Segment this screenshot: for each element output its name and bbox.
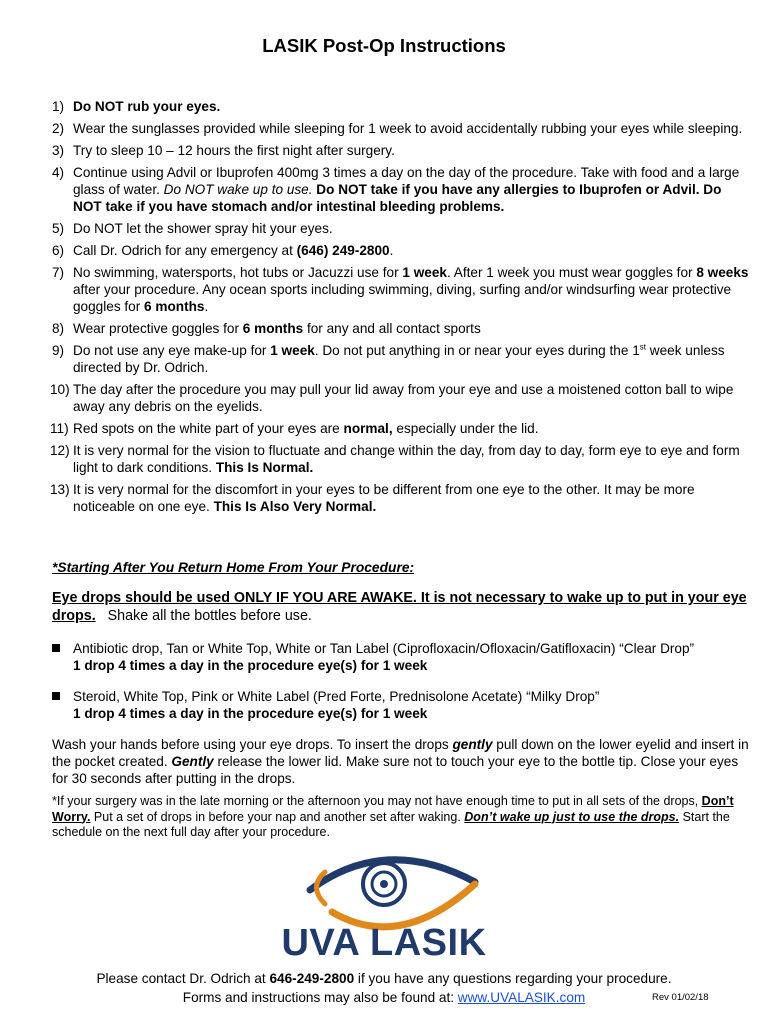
- bullet-square-icon: [52, 692, 60, 700]
- page-title: LASIK Post-Op Instructions: [262, 35, 506, 56]
- drop-dosage: 1 drop 4 times a day in the procedure eye(s) for 1 week: [73, 706, 428, 721]
- wash-instructions: [52, 736, 752, 787]
- item-text: It is very normal for the vision to fluctuate and change within the day, from day to day, form eye to eye and form light to dark conditions.: [73, 443, 740, 475]
- note-emphasis: Don’t wake up just to use the drops.: [464, 809, 680, 824]
- item-text: Call Dr. Odrich for any emergency at: [73, 243, 297, 258]
- item-text: Red spots on the white part of your eyes are: [73, 421, 344, 436]
- item-number: 12): [50, 443, 70, 458]
- note-emphasis: Don’t Worry.: [52, 794, 734, 824]
- list-item: [52, 142, 752, 159]
- note-text: Start the schedule on the next full day after your procedure.: [52, 809, 730, 839]
- drop-nickname: “Milky Drop”: [526, 689, 600, 704]
- item-text: Continue using Advil or Ibuprofen 400mg 3 times a day on the day of the procedure. Take with food and a large glass of water.: [73, 165, 740, 197]
- item-emphasis: Do NOT wake up to use.: [163, 182, 313, 197]
- item-text: week unless directed by Dr. Odrich.: [73, 343, 725, 375]
- list-item: [52, 220, 752, 237]
- item-text: Do NOT let the shower spray hit your eyes.: [73, 221, 333, 236]
- wash-emphasis: gently: [452, 737, 493, 752]
- footer-phone: 646-249-2800: [269, 971, 355, 986]
- revision-date: Rev 01/02/18: [652, 992, 709, 1003]
- list-item: [52, 264, 752, 315]
- item-number: 5): [52, 221, 65, 236]
- item-text: . After 1 week you must wear goggles for: [446, 265, 697, 280]
- item-bold: Do NOT take if you have any allergies to Ibuprofen or Advil. Do NOT take if you have stomach and/or intestinal bleeding problems.: [73, 182, 722, 214]
- item-text: Do not use any eye make-up for: [73, 343, 271, 358]
- item-number: 7): [52, 265, 65, 280]
- logo-wordmark: UVA LASIK: [281, 922, 487, 964]
- wash-emphasis: Gently: [171, 754, 214, 769]
- list-item: [52, 120, 752, 137]
- item-bold: 6 months: [144, 299, 205, 314]
- item-number: 13): [50, 482, 70, 497]
- list-item: [52, 442, 752, 476]
- item-text: Do NOT rub your eyes.: [73, 99, 221, 114]
- list-item: [52, 381, 752, 415]
- item-text: especially under the lid.: [392, 421, 539, 436]
- starting-heading: *Starting After You Return Home From Your Procedure:: [52, 560, 415, 575]
- footer-contact: [0, 971, 768, 986]
- wash-text: release the lower lid. Make sure not to touch your eye to the bottle tip. Close your eyes for 30 seconds after putting in the drops.: [52, 754, 739, 786]
- item-text: No swimming, watersports, hot tubs or Jacuzzi use for: [73, 265, 403, 280]
- eyedrops-heading-bold: Eye drops should be used ONLY IF YOU ARE AWAKE. It is not necessary to wake up to put in your eye drops.: [52, 590, 747, 624]
- drop-description: Steroid, White Top, Pink or White Label (Pred Forte, Prednisolone Acetate): [73, 689, 527, 704]
- website-link[interactable]: www.UVALASIK.com: [457, 990, 586, 1005]
- item-text: for any and all contact sports: [303, 321, 481, 336]
- item-text: .: [204, 299, 209, 314]
- footer-text: if you have any questions regarding your procedure.: [354, 971, 672, 986]
- item-number: 8): [52, 321, 65, 336]
- note-text: Put a set of drops in before your nap and another set after waking.: [90, 809, 465, 824]
- instruction-list: [52, 98, 752, 520]
- item-text: It is very normal for the discomfort in your eyes to be different from one eye to the other. It may be more noticeable on one eye.: [73, 482, 695, 514]
- item-bold: normal,: [343, 421, 393, 436]
- drop-description: Antibiotic drop, Tan or White Top, White or Tan Label (Ciprofloxacin/Ofloxacin/Gatifloxacin): [73, 641, 620, 656]
- timing-note: [52, 794, 752, 841]
- list-item: [52, 242, 752, 259]
- item-text: Wear protective goggles for: [73, 321, 243, 336]
- item-bold: 8 weeks: [696, 265, 749, 280]
- item-bold: 1 week: [402, 265, 447, 280]
- list-item: [52, 164, 752, 215]
- eyedrops-heading: [52, 589, 752, 625]
- item-bold: 1 week: [270, 343, 315, 358]
- item-text: . Do not put anything in or near your eyes during the 1: [314, 343, 640, 358]
- item-number: 4): [52, 165, 65, 180]
- eye-pupil: [380, 880, 388, 888]
- item-number: 6): [52, 243, 65, 258]
- item-number: 9): [52, 343, 65, 358]
- item-text: after your procedure. Any ocean sports including swimming, diving, surfing and/or windsurfing wear protective goggles for: [73, 282, 732, 314]
- list-item: [52, 98, 752, 115]
- item-number: 1): [52, 99, 65, 114]
- item-text: Try to sleep 10 – 12 hours the first night after surgery.: [73, 143, 395, 158]
- list-item: [52, 420, 752, 437]
- bullet-square-icon: [52, 644, 60, 652]
- item-bold: 6 months: [242, 321, 304, 336]
- eyedrops-heading-rest: Shake all the bottles before use.: [95, 608, 312, 624]
- wash-text: Wash your hands before using your eye drops. To insert the drops: [52, 737, 453, 752]
- drop-nickname: “Clear Drop”: [619, 641, 695, 656]
- item-number: 10): [50, 382, 70, 397]
- item-number: 3): [52, 143, 65, 158]
- item-number: 11): [50, 421, 69, 436]
- item-bold: This Is Also Very Normal.: [213, 499, 377, 514]
- footer-text: Please contact Dr. Odrich at: [96, 971, 270, 986]
- item-text: Wear the sunglasses provided while sleeping for 1 week to avoid accidentally rubbing your eyes while sleeping.: [73, 121, 743, 136]
- drop-dosage: 1 drop 4 times a day in the procedure eye(s) for 1 week: [73, 658, 428, 673]
- item-number: 2): [52, 121, 65, 136]
- emergency-phone: (646) 249-2800: [296, 243, 390, 258]
- wash-text: pull down on the lower eyelid and insert in the pocket created.: [52, 737, 749, 769]
- superscript: st: [639, 342, 646, 352]
- item-bold: This Is Normal.: [215, 460, 314, 475]
- drop-item-steroid: [52, 688, 768, 722]
- footer-text: Forms and instructions may also be found at:: [182, 990, 458, 1005]
- list-item: [52, 320, 752, 337]
- drop-item-antibiotic: [52, 640, 768, 674]
- note-text: *If your surgery was in the late morning or the afternoon you may not have enough time to put in all sets of the drops,: [52, 794, 702, 808]
- item-text: The day after the procedure you may pull your lid away from your eye and use a moistened cotton ball to wipe away any debris on the eyelids.: [73, 382, 734, 414]
- item-text: .: [389, 243, 394, 258]
- list-item: [52, 342, 752, 376]
- list-item: [52, 481, 752, 515]
